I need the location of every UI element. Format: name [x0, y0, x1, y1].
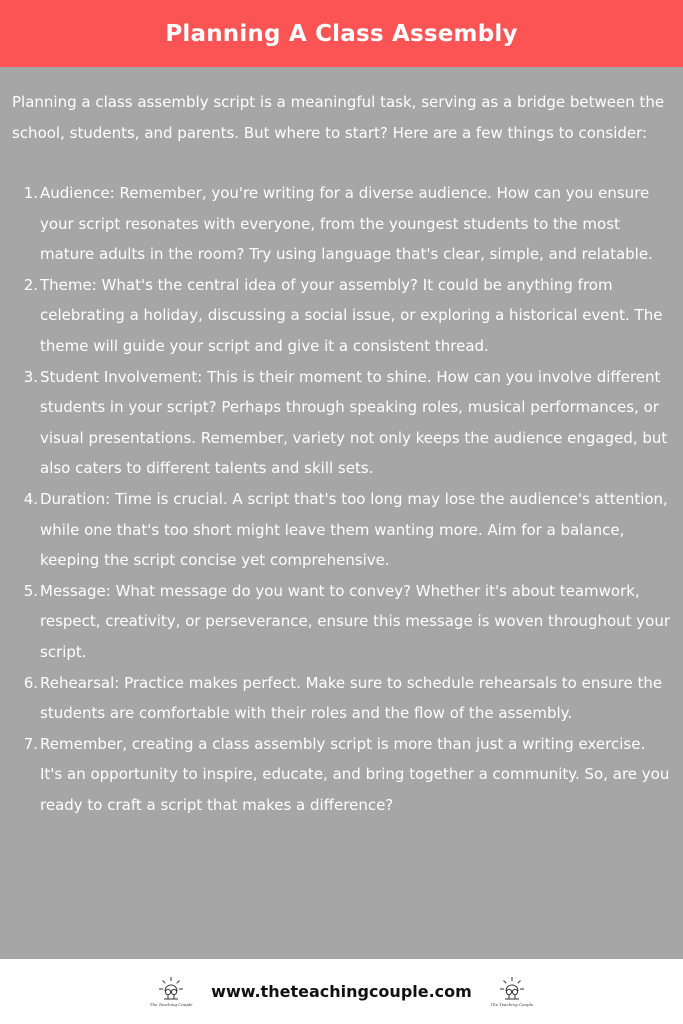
- sun-tree-logo-icon: [490, 974, 534, 1010]
- list-item-text: Theme: What's the central idea of your assembly? It could be anything from celebrating a holiday, discussing a social issue, or exploring a historical event. The theme will guide your script and give it a consistent thread.: [40, 275, 663, 355]
- logo-text: The Teaching Couple: [149, 1002, 193, 1007]
- list-number: 7.: [23, 734, 38, 753]
- tips-list: [12, 178, 671, 820]
- list-number: 4.: [23, 489, 38, 508]
- header-banner: [0, 0, 683, 67]
- website-url[interactable]: www.theteachingcouple.com: [211, 982, 472, 1001]
- list-item-text: Remember, creating a class assembly script is more than just a writing exercise. It's an opportunity to inspire, educate, and bring together a community. So, are you ready to craft a script that makes a difference?: [40, 734, 670, 814]
- list-number: 2.: [23, 275, 38, 294]
- list-item: [12, 270, 671, 362]
- list-item-text: Rehearsal: Practice makes perfect. Make sure to schedule rehearsals to ensure the students are comfortable with their roles and the flow of the assembly.: [40, 673, 663, 723]
- list-item: [12, 178, 671, 270]
- list-number: 3.: [23, 367, 38, 386]
- list-item-text: Audience: Remember, you're writing for a diverse audience. How can you ensure your script resonates with everyone, from the youngest students to the most mature adults in the room? Try using language that's clear, simple, and relatable.: [40, 184, 653, 264]
- intro-paragraph: Planning a class assembly script is a meaningful task, serving as a bridge between the school, students, and parents. But where to start? Here are a few things to consider:: [12, 93, 665, 142]
- list-item-text: Student Involvement: This is their moment to shine. How can you involve different students in your script? Perhaps through speaking roles, musical performances, or visual presentations. Remember, variety not only keeps the audience engaged, but also caters to different talents and skill sets.: [40, 367, 668, 478]
- footer: [0, 959, 683, 1024]
- list-item: [12, 576, 671, 668]
- list-number: 6.: [23, 673, 38, 692]
- list-item: [12, 668, 671, 729]
- article-body: [0, 67, 683, 959]
- list-item-text: Message: What message do you want to convey? Whether it's about teamwork, respect, creativity, or perseverance, ensure this message is woven throughout your script.: [40, 581, 671, 661]
- page-title: Planning A Class Assembly: [165, 20, 518, 47]
- sun-tree-logo-icon: [149, 974, 193, 1010]
- list-number: 1.: [23, 184, 38, 202]
- list-item: [12, 362, 671, 484]
- list-item-text: Duration: Time is crucial. A script that's too long may lose the audience's attention, while one that's too short might leave them wanting more. Aim for a balance, keeping the script concise yet comprehensive.: [40, 489, 668, 570]
- logo-text: The Teaching Couple: [490, 1002, 534, 1007]
- list-item: [12, 729, 671, 821]
- list-item: [12, 484, 671, 576]
- list-number: 5.: [23, 581, 38, 600]
